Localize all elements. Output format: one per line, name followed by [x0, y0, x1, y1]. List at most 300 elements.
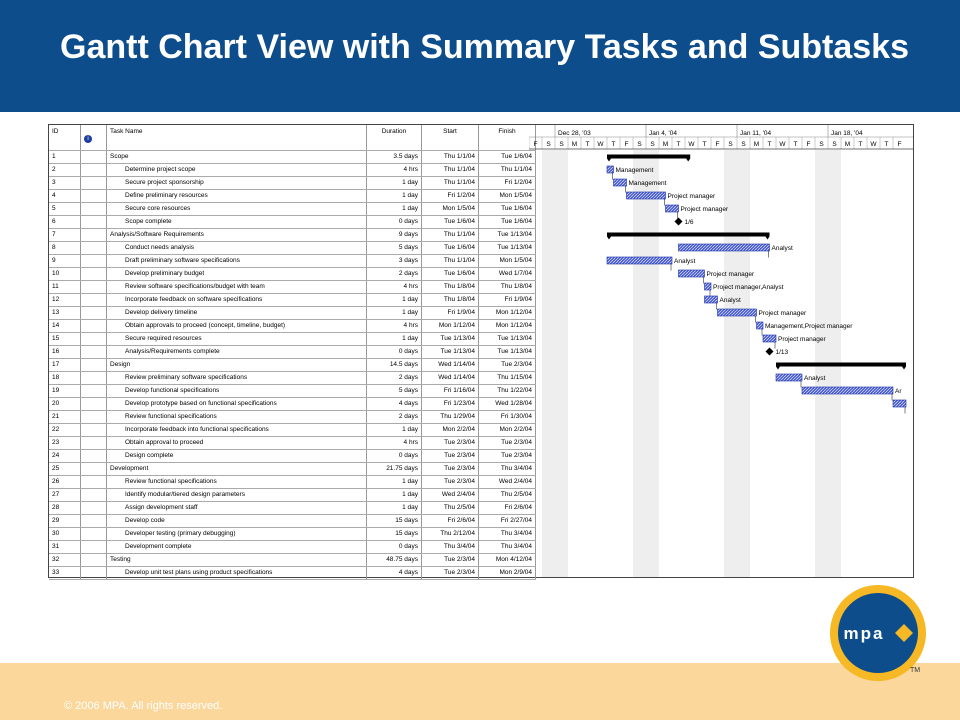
task-start: Fri 1/16/04: [422, 385, 479, 398]
task-indicator: [81, 502, 107, 515]
task-start: Fri 2/6/04: [422, 515, 479, 528]
task-row[interactable]: [49, 411, 536, 424]
task-finish: Mon 1/12/04: [479, 320, 536, 333]
task-duration: 1 day: [367, 333, 422, 346]
task-indicator: [81, 424, 107, 437]
bar-resource-label: 1/6: [684, 219, 694, 226]
task-duration: 2 days: [367, 372, 422, 385]
task-row[interactable]: [49, 164, 536, 177]
day-label: W: [597, 141, 604, 148]
task-finish: Fri 1/2/04: [479, 177, 536, 190]
weekend-shade: [633, 150, 646, 577]
task-bar: [718, 309, 757, 316]
task-row[interactable]: [49, 346, 536, 359]
task-finish: Thu 2/5/04: [479, 489, 536, 502]
weekend-shade: [542, 150, 555, 577]
task-name: Scope complete: [107, 216, 367, 229]
day-label: W: [688, 141, 695, 148]
task-indicator: [81, 294, 107, 307]
task-name: Development: [107, 463, 367, 476]
task-id: 32: [49, 554, 81, 567]
task-start: Tue 1/6/04: [422, 242, 479, 255]
task-id: 33: [49, 567, 81, 580]
task-duration: 1 day: [367, 294, 422, 307]
task-id: 24: [49, 450, 81, 463]
task-name: Obtain approval to proceed: [107, 437, 367, 450]
task-duration: 21.75 days: [367, 463, 422, 476]
bar-resource-label: 1/13: [775, 349, 789, 356]
task-start: Tue 2/3/04: [422, 567, 479, 580]
task-row[interactable]: [49, 203, 536, 216]
task-row[interactable]: [49, 450, 536, 463]
bar-resource-label: Ar: [895, 388, 902, 395]
column-header-finish[interactable]: Finish: [479, 125, 536, 151]
task-name: Scope: [107, 151, 367, 164]
task-indicator: [81, 268, 107, 281]
task-duration: 4 hrs: [367, 320, 422, 333]
task-name: Develop code: [107, 515, 367, 528]
task-row[interactable]: [49, 359, 536, 372]
weekend-shade: [555, 150, 568, 577]
task-indicator: [81, 203, 107, 216]
task-id: 20: [49, 398, 81, 411]
bar-resource-label: Management: [615, 167, 654, 174]
day-label: W: [870, 141, 877, 148]
task-id: 31: [49, 541, 81, 554]
task-indicator: [81, 320, 107, 333]
day-label: F: [897, 141, 902, 148]
task-id: 18: [49, 372, 81, 385]
task-name: Develop delivery timeline: [107, 307, 367, 320]
task-finish: Mon 1/5/04: [479, 255, 536, 268]
day-label: F: [715, 141, 720, 148]
milestone-marker: [766, 348, 774, 356]
task-id: 3: [49, 177, 81, 190]
task-id: 4: [49, 190, 81, 203]
task-finish: Fri 2/6/04: [479, 502, 536, 515]
summary-bar: [607, 155, 690, 159]
info-icon: i: [84, 135, 92, 143]
task-id: 25: [49, 463, 81, 476]
task-duration: 2 days: [367, 411, 422, 424]
task-start: Mon 1/5/04: [422, 203, 479, 216]
task-bar: [627, 192, 666, 199]
task-finish: Wed 2/4/04: [479, 476, 536, 489]
task-row[interactable]: [49, 372, 536, 385]
task-start: Thu 2/5/04: [422, 502, 479, 515]
weekend-shade: [646, 150, 659, 577]
task-row[interactable]: [49, 502, 536, 515]
week-label: Dec 28, '03: [558, 130, 591, 137]
task-row[interactable]: [49, 151, 536, 164]
task-start: Tue 1/6/04: [422, 216, 479, 229]
task-name: Define preliminary resources: [107, 190, 367, 203]
task-indicator: [81, 554, 107, 567]
task-name: Draft preliminary software specifications: [107, 255, 367, 268]
task-indicator: [81, 346, 107, 359]
task-duration: 1 day: [367, 489, 422, 502]
task-duration: 1 day: [367, 190, 422, 203]
task-bar: [614, 179, 627, 186]
task-duration: 0 days: [367, 450, 422, 463]
task-finish: Thu 1/1/04: [479, 164, 536, 177]
task-finish: Tue 1/13/04: [479, 242, 536, 255]
task-start: Thu 1/8/04: [422, 281, 479, 294]
task-id: 21: [49, 411, 81, 424]
day-label: T: [676, 141, 681, 148]
task-sheet-header: [49, 125, 536, 151]
task-row[interactable]: [49, 463, 536, 476]
task-finish: Fri 2/27/04: [479, 515, 536, 528]
task-indicator: [81, 489, 107, 502]
task-finish: Mon 2/9/04: [479, 567, 536, 580]
task-id: 6: [49, 216, 81, 229]
summary-bar-end-cap: [686, 159, 690, 162]
task-duration: 15 days: [367, 528, 422, 541]
task-start: Tue 2/3/04: [422, 450, 479, 463]
task-start: Tue 2/3/04: [422, 437, 479, 450]
task-finish: Fri 1/9/04: [479, 294, 536, 307]
task-name: Design: [107, 359, 367, 372]
task-name: Analysis/Requirements complete: [107, 346, 367, 359]
task-start: Thu 1/8/04: [422, 294, 479, 307]
task-row[interactable]: [49, 476, 536, 489]
trademark-mark: TM: [910, 667, 921, 674]
task-bar: [679, 244, 770, 251]
weekend-shade: [737, 150, 750, 577]
task-name: Review preliminary software specifications: [107, 372, 367, 385]
day-label: F: [624, 141, 629, 148]
task-id: 29: [49, 515, 81, 528]
task-name: Develop preliminary budget: [107, 268, 367, 281]
task-row[interactable]: [49, 307, 536, 320]
day-label: T: [611, 141, 616, 148]
task-indicator: [81, 307, 107, 320]
task-name: Design complete: [107, 450, 367, 463]
task-indicator: [81, 190, 107, 203]
task-duration: 5 days: [367, 242, 422, 255]
task-duration: 5 days: [367, 385, 422, 398]
task-finish: Mon 1/12/04: [479, 307, 536, 320]
task-indicator: [81, 398, 107, 411]
summary-bar: [607, 233, 770, 237]
task-finish: Thu 3/4/04: [479, 541, 536, 554]
bar-resource-label: Management,Project manager: [765, 323, 853, 330]
task-id: 26: [49, 476, 81, 489]
task-bar: [607, 257, 672, 264]
task-row[interactable]: [49, 333, 536, 346]
task-indicator: [81, 437, 107, 450]
task-start: Thu 3/4/04: [422, 541, 479, 554]
bar-resource-label: Project manager: [778, 336, 826, 343]
task-duration: 1 day: [367, 307, 422, 320]
task-row[interactable]: [49, 190, 536, 203]
day-label: S: [728, 141, 733, 148]
task-duration: 1 day: [367, 476, 422, 489]
task-bar: [666, 205, 679, 212]
task-indicator: [81, 281, 107, 294]
task-duration: 4 hrs: [367, 164, 422, 177]
task-id: 9: [49, 255, 81, 268]
task-start: Thu 1/1/04: [422, 164, 479, 177]
task-row[interactable]: [49, 320, 536, 333]
task-finish: Mon 1/5/04: [479, 190, 536, 203]
task-finish: Wed 1/28/04: [479, 398, 536, 411]
task-start: Fri 1/2/04: [422, 190, 479, 203]
day-label: T: [793, 141, 798, 148]
task-id: 13: [49, 307, 81, 320]
day-label: T: [767, 141, 772, 148]
task-indicator: [81, 385, 107, 398]
task-finish: Thu 3/4/04: [479, 463, 536, 476]
task-name: Developer testing (primary debugging): [107, 528, 367, 541]
task-bar: [802, 387, 893, 394]
column-header-id[interactable]: ID: [49, 125, 81, 151]
task-duration: 3.5 days: [367, 151, 422, 164]
task-finish: Thu 1/22/04: [479, 385, 536, 398]
task-duration: 4 hrs: [367, 437, 422, 450]
task-start: Tue 2/3/04: [422, 554, 479, 567]
task-duration: 15 days: [367, 515, 422, 528]
task-indicator: [81, 229, 107, 242]
bar-resource-label: Project manager: [758, 310, 807, 317]
task-id: 16: [49, 346, 81, 359]
day-label: F: [806, 141, 811, 148]
task-row[interactable]: [49, 385, 536, 398]
task-name: Incorporate feedback into functional specifications: [107, 424, 367, 437]
task-duration: 4 days: [367, 567, 422, 580]
task-start: Thu 1/1/04: [422, 177, 479, 190]
column-header-task-name[interactable]: Task Name: [107, 125, 367, 151]
bar-resource-label: Project manager: [680, 206, 729, 213]
task-name: Conduct needs analysis: [107, 242, 367, 255]
bar-resource-label: Management: [628, 180, 667, 187]
task-indicator: [81, 541, 107, 554]
task-indicator: [81, 372, 107, 385]
task-indicator: [81, 567, 107, 580]
bar-resource-label: Analyst: [804, 375, 826, 382]
task-bar: [893, 400, 906, 407]
task-name: Determine project scope: [107, 164, 367, 177]
day-label: S: [832, 141, 837, 148]
task-start: Wed 1/14/04: [422, 372, 479, 385]
task-indicator: [81, 151, 107, 164]
task-indicator: [81, 255, 107, 268]
task-finish: Mon 4/12/04: [479, 554, 536, 567]
task-bar: [679, 270, 705, 277]
day-label: W: [779, 141, 786, 148]
summary-bar-end-cap: [766, 237, 770, 240]
task-row[interactable]: [49, 528, 536, 541]
week-label: Jan 11, '04: [740, 130, 772, 137]
bar-resource-label: Analyst: [771, 245, 793, 252]
task-name: Analysis/Software Requirements: [107, 229, 367, 242]
task-row[interactable]: [49, 437, 536, 450]
task-duration: 1 day: [367, 502, 422, 515]
task-row[interactable]: [49, 424, 536, 437]
weekend-shade: [724, 150, 737, 577]
task-finish: Fri 1/30/04: [479, 411, 536, 424]
day-label: S: [650, 141, 655, 148]
column-header-duration[interactable]: Duration: [367, 125, 422, 151]
task-start: Thu 2/12/04: [422, 528, 479, 541]
task-start: Mon 1/12/04: [422, 320, 479, 333]
logo-text: mpa: [843, 624, 885, 643]
task-sheet: [49, 125, 536, 580]
task-row[interactable]: [49, 554, 536, 567]
task-indicator: [81, 177, 107, 190]
task-id: 23: [49, 437, 81, 450]
gantt-timeline: [529, 125, 913, 577]
task-id: 2: [49, 164, 81, 177]
task-duration: 4 hrs: [367, 281, 422, 294]
task-id: 7: [49, 229, 81, 242]
task-duration: 1 day: [367, 424, 422, 437]
task-id: 5: [49, 203, 81, 216]
task-duration: 14.5 days: [367, 359, 422, 372]
task-start: Fri 1/9/04: [422, 307, 479, 320]
task-duration: 0 days: [367, 216, 422, 229]
task-indicator: [81, 359, 107, 372]
task-finish: Thu 1/8/04: [479, 281, 536, 294]
summary-bar-start-cap: [776, 367, 780, 370]
task-name: Assign development staff: [107, 502, 367, 515]
task-bar: [763, 335, 776, 342]
summary-bar: [776, 363, 906, 367]
column-header-indicators[interactable]: [81, 125, 107, 151]
copyright-text: © 2006 MPA. All rights reserved.: [64, 700, 223, 712]
day-label: T: [858, 141, 863, 148]
summary-bar-start-cap: [607, 237, 611, 240]
bar-resource-label: Analyst: [719, 297, 741, 304]
task-row[interactable]: [49, 229, 536, 242]
task-start: Tue 1/13/04: [422, 346, 479, 359]
task-name: Review functional specifications: [107, 476, 367, 489]
summary-bar-start-cap: [607, 159, 611, 162]
task-duration: 1 day: [367, 177, 422, 190]
task-duration: 1 day: [367, 203, 422, 216]
task-finish: Tue 1/13/04: [479, 229, 536, 242]
column-header-start[interactable]: Start: [422, 125, 479, 151]
task-row[interactable]: [49, 567, 536, 580]
task-row[interactable]: [49, 398, 536, 411]
bar-resource-label: Project manager: [667, 193, 716, 200]
task-row[interactable]: [49, 281, 536, 294]
task-indicator: [81, 515, 107, 528]
day-label: M: [753, 141, 760, 148]
day-label: S: [819, 141, 824, 148]
task-start: Thu 1/29/04: [422, 411, 479, 424]
week-label: Jan 4, '04: [649, 130, 677, 137]
task-finish: Tue 2/3/04: [479, 450, 536, 463]
task-row[interactable]: [49, 294, 536, 307]
task-finish: Mon 2/2/04: [479, 424, 536, 437]
task-indicator: [81, 528, 107, 541]
task-indicator: [81, 463, 107, 476]
task-bar: [607, 166, 614, 173]
task-id: 22: [49, 424, 81, 437]
day-label: S: [559, 141, 564, 148]
task-start: Thu 1/1/04: [422, 229, 479, 242]
task-indicator: [81, 411, 107, 424]
task-name: Review software specifications/budget with team: [107, 281, 367, 294]
task-row[interactable]: [49, 216, 536, 229]
day-label: S: [637, 141, 642, 148]
task-bar: [776, 374, 802, 381]
bar-resource-label: Project manager,Analyst: [713, 284, 784, 291]
task-name: Development complete: [107, 541, 367, 554]
day-label: F: [533, 141, 538, 148]
day-label: M: [662, 141, 669, 148]
task-id: 17: [49, 359, 81, 372]
task-name: Testing: [107, 554, 367, 567]
task-start: Wed 2/4/04: [422, 489, 479, 502]
task-duration: 2 days: [367, 268, 422, 281]
task-bar: [757, 322, 764, 329]
task-id: 19: [49, 385, 81, 398]
task-duration: 0 days: [367, 541, 422, 554]
task-id: 10: [49, 268, 81, 281]
task-row[interactable]: [49, 515, 536, 528]
task-finish: Tue 1/13/04: [479, 333, 536, 346]
day-label: T: [884, 141, 889, 148]
day-label: S: [546, 141, 551, 148]
task-row[interactable]: [49, 242, 536, 255]
task-row[interactable]: [49, 268, 536, 281]
day-label: S: [741, 141, 746, 148]
task-duration: 9 days: [367, 229, 422, 242]
task-id: 30: [49, 528, 81, 541]
task-finish: Thu 1/15/04: [479, 372, 536, 385]
task-name: Obtain approvals to proceed (concept, timeline, budget): [107, 320, 367, 333]
task-duration: 0 days: [367, 346, 422, 359]
task-finish: Tue 1/13/04: [479, 346, 536, 359]
day-label: M: [844, 141, 851, 148]
task-id: 14: [49, 320, 81, 333]
slide-title: Gantt Chart View with Summary Tasks and Subtasks: [60, 28, 909, 66]
day-label: T: [702, 141, 707, 148]
task-duration: 3 days: [367, 255, 422, 268]
task-name: Secure core resources: [107, 203, 367, 216]
task-row[interactable]: [49, 255, 536, 268]
task-row[interactable]: [49, 489, 536, 502]
task-finish: Wed 1/7/04: [479, 268, 536, 281]
task-indicator: [81, 216, 107, 229]
task-name: Develop unit test plans using product specifications: [107, 567, 367, 580]
task-row[interactable]: [49, 541, 536, 554]
task-start: Fri 1/23/04: [422, 398, 479, 411]
task-id: 1: [49, 151, 81, 164]
bar-resource-label: Project manager: [706, 271, 755, 278]
task-id: 11: [49, 281, 81, 294]
task-indicator: [81, 242, 107, 255]
task-name: Secure project sponsorship: [107, 177, 367, 190]
task-name: Incorporate feedback on software specifications: [107, 294, 367, 307]
task-bar: [705, 296, 718, 303]
task-finish: Thu 3/4/04: [479, 528, 536, 541]
day-label: T: [585, 141, 590, 148]
task-row[interactable]: [49, 177, 536, 190]
task-indicator: [81, 164, 107, 177]
task-indicator: [81, 450, 107, 463]
task-indicator: [81, 476, 107, 489]
task-bar: [705, 283, 712, 290]
task-start: Mon 2/2/04: [422, 424, 479, 437]
task-indicator: [81, 333, 107, 346]
task-name: Identify modular/tiered design parameters: [107, 489, 367, 502]
task-start: Thu 1/1/04: [422, 151, 479, 164]
task-id: 12: [49, 294, 81, 307]
